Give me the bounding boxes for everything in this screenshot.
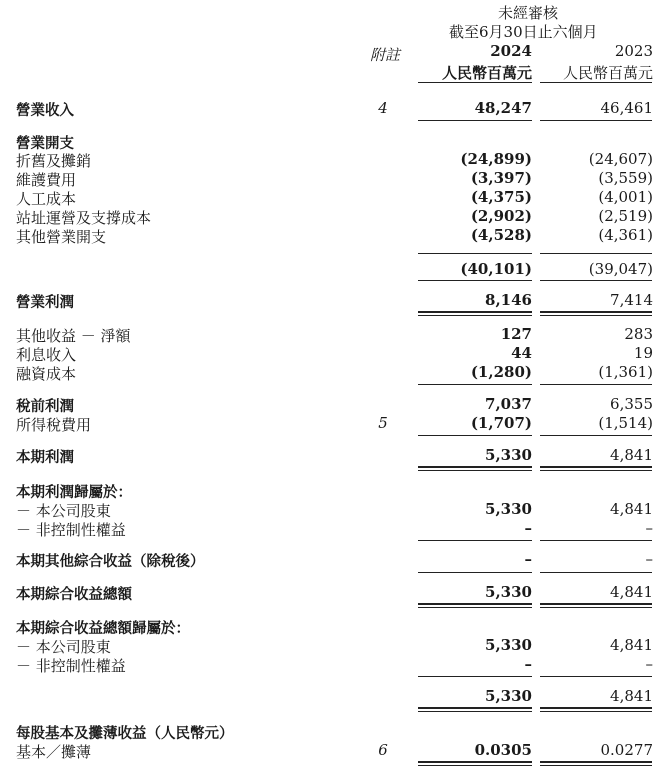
row-value-2024: 44	[511, 344, 532, 362]
row-value-2024: 5,330	[485, 636, 532, 654]
row-label: 維護費用	[16, 171, 77, 189]
rule-line	[540, 470, 652, 471]
row-value-2023: (1,361)	[598, 363, 653, 381]
row-value-2024: (4,375)	[470, 188, 532, 206]
row-value-2024: (4,528)	[470, 226, 532, 244]
row-value-2024: 127	[500, 325, 532, 343]
rule-line	[540, 435, 652, 436]
row-value-2024: 48,247	[474, 99, 532, 117]
row-value-2024: 0.0305	[474, 741, 532, 759]
row-label: 本期利潤	[16, 450, 74, 466]
row-label: 折舊及攤銷	[16, 152, 92, 170]
unit-2024-header: 人民幣百萬元	[441, 64, 532, 82]
rule-line	[418, 435, 532, 436]
row-value-2023: (4,361)	[598, 226, 653, 244]
year-2023-header: 2023	[614, 42, 653, 60]
row-label: 營業利潤	[16, 295, 74, 311]
row-value-2023: 4,841	[610, 687, 653, 705]
rule-line	[418, 466, 532, 468]
rule-line	[540, 761, 652, 763]
row-label: 稅前利潤	[16, 399, 74, 415]
row-label: 其他營業開支	[16, 228, 107, 246]
header-line-2: 截至6月30日止六個月	[449, 23, 598, 41]
row-value-2024: (1,280)	[470, 363, 532, 381]
rule-line	[540, 315, 652, 316]
row-value-2024: –	[524, 519, 532, 537]
rule-line	[418, 761, 532, 763]
row-label: 本期其他綜合收益（除稅後）	[16, 554, 205, 570]
row-label: 融資成本	[16, 365, 77, 383]
row-value-2023: 7,414	[610, 291, 653, 309]
row-label: 本期綜合收益總額	[16, 587, 132, 603]
note-column-header: 附註	[370, 46, 401, 64]
row-value-2023: 4,841	[610, 500, 653, 518]
year-2024-header: 2024	[490, 42, 532, 60]
row-value-2023: (3,559)	[598, 169, 653, 187]
rule-line	[418, 540, 532, 541]
row-label: 營業開支	[16, 136, 74, 152]
row-value-2024: 7,037	[485, 395, 532, 413]
rule-line	[418, 82, 532, 83]
row-value-2023: (1,514)	[598, 414, 653, 432]
rule-line	[418, 607, 532, 608]
row-label: 所得稅費用	[16, 416, 92, 434]
rule-line	[418, 280, 532, 281]
row-label: － 非控制性權益	[16, 521, 126, 539]
row-value-2023: (2,519)	[598, 207, 653, 225]
row-value-2023: –	[645, 519, 653, 537]
rule-line	[540, 540, 652, 541]
row-value-2024: 5,330	[485, 446, 532, 464]
row-label: 人工成本	[16, 190, 77, 208]
row-label: 每股基本及攤薄收益（人民幣元）	[16, 726, 234, 742]
row-value-2024: 5,330	[485, 687, 532, 705]
rule-line	[540, 676, 652, 677]
row-label: 其他收益 － 淨額	[16, 327, 131, 345]
rule-line	[540, 120, 652, 121]
rule-line	[540, 603, 652, 605]
rule-line	[540, 607, 652, 608]
rule-line	[418, 315, 532, 316]
rule-line	[540, 311, 652, 313]
row-note: 4	[378, 99, 388, 117]
row-note: 6	[378, 741, 388, 759]
row-value-2024: (2,902)	[470, 207, 532, 225]
rule-line	[418, 707, 532, 709]
row-value-2023: (4,001)	[598, 188, 653, 206]
row-label: － 本公司股東	[16, 638, 111, 656]
row-value-2024: (24,899)	[460, 150, 532, 168]
row-value-2023: –	[645, 550, 653, 568]
rule-line	[418, 572, 532, 573]
rule-line	[540, 253, 652, 254]
row-value-2023: 4,841	[610, 636, 653, 654]
rule-line	[418, 765, 532, 766]
row-label: 營業收入	[16, 103, 74, 119]
unit-2023-header: 人民幣百萬元	[562, 64, 653, 82]
row-label: 基本／攤薄	[16, 743, 92, 761]
row-value-2023: 46,461	[600, 99, 653, 117]
rule-line	[418, 470, 532, 471]
rule-line	[540, 82, 652, 83]
row-value-2024: (40,101)	[460, 260, 532, 278]
row-note: 5	[378, 414, 388, 432]
row-value-2023: 4,841	[610, 583, 653, 601]
rule-line	[540, 572, 652, 573]
row-value-2024: (3,397)	[470, 169, 532, 187]
rule-line	[418, 711, 532, 712]
rule-line	[418, 676, 532, 677]
rule-line	[540, 384, 652, 385]
rule-line	[540, 466, 652, 468]
row-value-2023: 4,841	[610, 446, 653, 464]
row-value-2023: –	[645, 655, 653, 673]
row-value-2023: 19	[633, 344, 653, 362]
rule-line	[418, 603, 532, 605]
rule-line	[418, 311, 532, 313]
row-label: － 本公司股東	[16, 502, 111, 520]
row-value-2023: 0.0277	[600, 741, 653, 759]
row-value-2023: 6,355	[610, 395, 653, 413]
row-value-2023: (24,607)	[588, 150, 653, 168]
rule-line	[540, 711, 652, 712]
row-value-2024: –	[524, 550, 532, 568]
row-label: 站址運營及支撐成本	[16, 209, 152, 227]
row-label: 利息收入	[16, 346, 77, 364]
row-label: 本期利潤歸屬於：	[16, 485, 132, 501]
row-value-2024: –	[524, 655, 532, 673]
row-value-2023: (39,047)	[588, 260, 653, 278]
row-label: － 非控制性權益	[16, 657, 126, 675]
row-label: 本期綜合收益總額歸屬於：	[16, 621, 190, 637]
row-value-2024: 5,330	[485, 500, 532, 518]
header-line-1: 未經審核	[498, 4, 559, 22]
row-value-2024: (1,707)	[470, 414, 532, 432]
rule-line	[418, 253, 532, 254]
row-value-2024: 8,146	[485, 291, 532, 309]
rule-line	[540, 707, 652, 709]
rule-line	[540, 280, 652, 281]
rule-line	[418, 384, 532, 385]
rule-line	[540, 765, 652, 766]
rule-line	[418, 120, 532, 121]
row-value-2024: 5,330	[485, 583, 532, 601]
row-value-2023: 283	[624, 325, 653, 343]
